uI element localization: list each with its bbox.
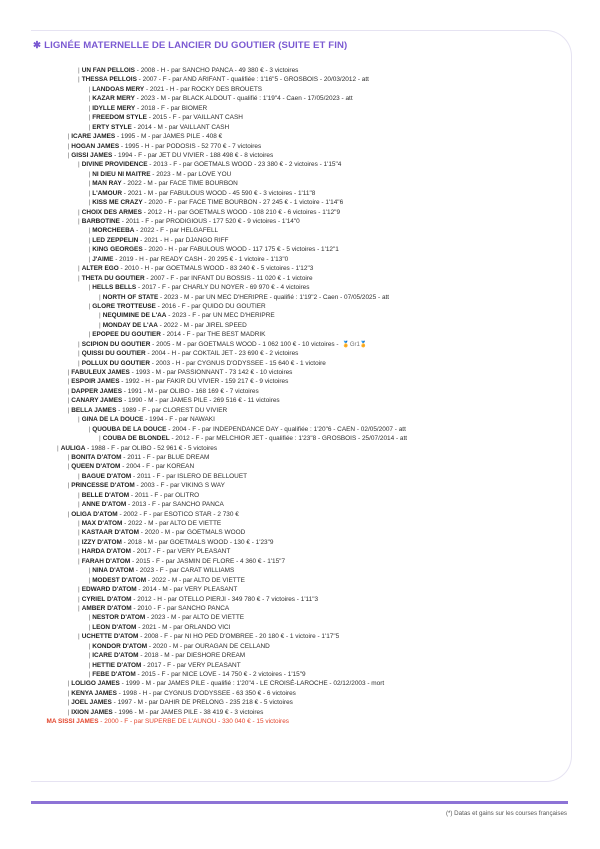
horse-details: - 2022 - M - par ALTO DE VIETTE <box>146 576 245 584</box>
horse-details: - 2004 - F - par KOREAN <box>120 463 195 471</box>
horse-name: NEQUIMINE DE L'AA <box>102 312 167 320</box>
tree-line: | <box>78 76 80 84</box>
tree-line: | <box>67 689 70 697</box>
tree-line: | <box>78 208 80 216</box>
horse-name: L'AMOUR <box>92 189 122 197</box>
tree-line: | <box>78 529 80 537</box>
pedigree-row <box>30 123 570 132</box>
horse-details: - 2020 - M - par OURAGAN DE CELLAND <box>147 642 270 650</box>
horse-name: THETA DU GOUTIER <box>81 274 145 282</box>
pedigree-row <box>30 255 570 264</box>
pedigree-row <box>30 368 570 377</box>
tree-line: | <box>78 472 80 480</box>
tree-line: | <box>88 284 91 292</box>
pedigree-row <box>30 293 570 302</box>
horse-name: NI DIEU NI MAITRE <box>92 170 151 178</box>
horse-name: UCHETTE D'ATOM <box>81 633 139 641</box>
horse-name: KASTAAR D'ATOM <box>81 529 140 537</box>
pedigree-row <box>30 66 570 75</box>
horse-details: - 2004 - F - par INDEPENDANCE DAY - qualifiée : 1'20"6 - CAEN - 02/05/2007 - att <box>166 425 406 433</box>
tree-line: | <box>78 218 80 225</box>
horse-name: AULIGA <box>60 444 86 452</box>
horse-details: - 2014 - F - par THE BEST MADRIK <box>160 331 266 339</box>
pedigree-row <box>30 245 570 254</box>
horse-details: - 2020 - M - par GOETMALS WOOD <box>139 529 246 537</box>
pedigree-row <box>30 642 570 651</box>
horse-details: - 2008 - F - par NI HO PED D'OMBREE - 20 180 € - 1 victoire - 1'17"5 <box>138 633 340 641</box>
horse-name: HETTIE D'ATOM <box>92 661 142 669</box>
horse-name: LEON D'ATOM <box>92 623 137 631</box>
horse-details: - 2003 - F - par VIKING S WAY <box>134 482 225 490</box>
horse-name: LANDOAS MERY <box>92 85 145 93</box>
tree-line: | <box>78 416 80 424</box>
horse-name: COUBA DE BLONDEL <box>102 435 170 443</box>
horse-details: - 2023 - F - par UN MEC D'HERIPRE <box>166 312 275 320</box>
horse-name: CANARY JAMES <box>71 397 123 405</box>
tree-line: | <box>88 170 91 178</box>
pedigree-row <box>30 340 570 349</box>
horse-name: PRINCESSE D'ATOM <box>71 482 135 490</box>
tree-line: | <box>67 378 70 386</box>
tree-line: | <box>67 133 70 141</box>
tree-line: | <box>88 331 91 339</box>
pedigree-row <box>30 311 570 320</box>
pedigree-row <box>30 387 570 396</box>
horse-details: - 2023 - M - par UN MEC D'HERIPRE - qualifié : 1'19"2 - Caen - 07/05/2025 - att <box>158 293 390 301</box>
horse-name: MONDAY DE L'AA <box>102 321 158 329</box>
tree-line: | <box>88 85 91 93</box>
tree-line: | <box>67 510 70 518</box>
horse-details: - 2012 - H - par GOETMALS WOOD - 108 210 € - 6 victoires - 1'12"9 <box>141 208 341 216</box>
horse-details: - 2015 - F - par VAILLANT CASH <box>146 114 243 122</box>
horse-name: ICARE JAMES <box>71 133 116 141</box>
horse-details: - 1997 - M - par DAHIR DE PRELONG - 235 218 € - 5 victoires <box>111 699 293 707</box>
horse-details: - 2014 - M - par VAILLANT CASH <box>131 123 230 131</box>
horse-name: EDWARD D'ATOM <box>81 586 137 594</box>
tree-line: | <box>57 444 59 452</box>
horse-name: IDYLLE MERY <box>92 104 136 112</box>
pedigree-list <box>30 66 570 727</box>
tree-line: | <box>88 104 91 112</box>
pedigree-row <box>30 528 570 537</box>
horse-details: - 1999 - M - par JAMES PILE - qualifié : 1'20"4 - LE CROISÉ-LAROCHE - 02/12/2003 - mort <box>119 680 385 688</box>
horse-name: EPOPEE DU GOUTIER <box>92 331 161 339</box>
horse-details: - 2021 - M - par FABULOUS WOOD - 45 590 € - 3 victoires - 1'11"8 <box>121 189 316 197</box>
horse-details: - 2022 - M - par FACE TIME BOURBON <box>121 180 238 188</box>
pedigree-row <box>30 547 570 556</box>
horse-name: QUISSI DU GOUTIER <box>81 350 146 358</box>
tree-line: | <box>88 227 91 235</box>
horse-details: - 2022 - F - par HELGAFELL <box>134 227 219 235</box>
pedigree-row <box>30 142 570 151</box>
asterisk-icon: ✱ <box>33 40 42 51</box>
horse-details: - 2018 - M - par GOETMALS WOOD - 130 € - 1'23"9 <box>121 538 274 546</box>
pedigree-row <box>30 519 570 528</box>
horse-name: QUOUBA DE LA DOUCE <box>92 425 167 433</box>
tree-line: | <box>88 95 91 103</box>
horse-details: - 2023 - M - par LOVE YOU <box>150 170 232 178</box>
pedigree-row <box>30 283 570 292</box>
tree-line: | <box>99 321 101 329</box>
horse-name: BAGUE D'ATOM <box>81 472 132 480</box>
tree-line: | <box>78 595 80 603</box>
horse-details: - 1992 - H - par FAKIR DU VIVIER - 159 217 € - 9 victoires <box>119 378 289 386</box>
horse-details: - 2023 - M - par BLACK ALDOUT - qualifié : 1'19"4 - Caen - 17/05/2023 - att <box>134 95 353 103</box>
pedigree-row <box>30 132 570 141</box>
pedigree-row <box>30 698 570 707</box>
horse-name: GISSI JAMES <box>71 151 113 159</box>
tree-line: | <box>67 463 70 471</box>
horse-details: - 2012 - F - par MELCHIOR JET - qualifiée : 1'23"8 - GROSBOIS - 25/07/2014 - att <box>169 435 408 443</box>
tree-line: | <box>78 520 80 527</box>
tree-line: | <box>88 623 91 631</box>
horse-name: KING GEORGES <box>92 246 143 254</box>
pedigree-row <box>30 538 570 547</box>
horse-name: ERTY STYLE <box>92 123 132 131</box>
horse-name: GLORE TROTTEUSE <box>92 302 156 310</box>
pedigree-row <box>30 226 570 235</box>
pedigree-row <box>30 566 570 575</box>
pedigree-row <box>30 217 570 226</box>
pedigree-row <box>30 359 570 368</box>
tree-line: | <box>88 236 91 244</box>
tree-line: | <box>88 671 91 678</box>
horse-details: - 2018 - M - par DIESHORE DREAM <box>138 652 246 660</box>
tree-line: | <box>67 680 70 688</box>
horse-details: - 1990 - M - par JAMES PILE - 269 516 € - 11 victoires <box>122 397 280 405</box>
horse-name: KONDOR D'ATOM <box>92 642 148 650</box>
horse-name: NORTH OF STATE <box>102 293 159 301</box>
horse-name: QUEEN D'ATOM <box>71 463 121 471</box>
horse-details: - 2005 - M - par GOETMALS WOOD - 1 062 100 € - 10 victoires - <box>150 340 341 348</box>
tree-line: | <box>78 161 80 169</box>
pedigree-row <box>30 406 570 415</box>
pedigree-row <box>30 481 570 490</box>
horse-details: - 2013 - F - par SANCHO PANCA <box>126 501 224 509</box>
pedigree-row <box>30 85 570 94</box>
horse-details: - 1996 - M - par JAMES PILE - 38 419 € - 3 victoires <box>112 708 264 716</box>
horse-details: - 2007 - F - par AND ARIFANT - qualifiée : 1'16"5 - GROSBOIS - 20/03/2012 - att <box>136 76 369 84</box>
pedigree-row <box>30 330 570 339</box>
horse-details: - 1994 - F - par NAWAKI <box>143 416 215 424</box>
pedigree-row <box>30 94 570 103</box>
pedigree-row <box>30 557 570 566</box>
heading-title: LIGNÉE MATERNELLE DE LANCIER DU GOUTIER (SUITE ET FIN) <box>44 40 348 51</box>
tree-line: | <box>78 501 80 509</box>
horse-details: - 1994 - F - par JET DU VIVIER - 188 498 € - 8 victoires <box>112 151 274 159</box>
horse-details: - 2017 - F - par VERY PLEASANT <box>141 661 241 669</box>
tree-line: | <box>88 567 91 575</box>
pedigree-row <box>30 472 570 481</box>
horse-details: - 2017 - F - par VERY PLEASANT <box>131 548 231 556</box>
footnote: (*) Datas et gains sur les courses françaises <box>445 810 567 817</box>
horse-name: HELLS BELLS <box>92 284 137 292</box>
horse-details: - 2023 - F - par CARAT WILLIAMS <box>134 567 235 575</box>
horse-name: GINA DE LA DOUCE <box>81 416 144 424</box>
tree-line: | <box>88 614 91 622</box>
horse-name: OLIGA D'ATOM <box>71 510 118 518</box>
horse-details: - 1989 - F - par CLOREST DU VIVIER <box>116 406 228 414</box>
pedigree-row <box>30 321 570 330</box>
pedigree-row <box>30 585 570 594</box>
tree-line: | <box>78 586 80 594</box>
horse-details: - 2007 - F - par INFANT DU BOSSIS - 11 020 € - 1 victoire <box>144 274 313 282</box>
tree-line: | <box>88 661 91 669</box>
horse-details: - 2023 - M - par ALTO DE VIETTE <box>145 614 245 622</box>
tree-line: | <box>67 142 70 150</box>
pedigree-row <box>30 396 570 405</box>
pedigree-row <box>30 189 570 198</box>
pedigree-row <box>30 236 570 245</box>
pedigree-row <box>30 179 570 188</box>
horse-name: MODEST D'ATOM <box>92 576 147 584</box>
horse-name: BONITA D'ATOM <box>71 453 122 461</box>
horse-details: - 1998 - H - par CYGNUS D'ODYSSEE - 63 350 € - 6 victoires <box>116 689 296 697</box>
tree-line: | <box>78 265 80 273</box>
tree-line: | <box>88 246 91 254</box>
horse-name: ICARE D'ATOM <box>92 652 139 660</box>
horse-details: - 2011 - F - par ISLERO DE BELLOUET <box>131 472 248 480</box>
horse-name: THESSA PELLOIS <box>81 76 137 84</box>
pedigree-row <box>30 160 570 169</box>
footer-rule <box>31 801 568 804</box>
tree-line: | <box>78 274 80 282</box>
pedigree-row <box>30 679 570 688</box>
horse-name: J'AIME <box>92 255 114 263</box>
horse-details: - 1995 - M - par JAMES PILE - 408 € <box>115 133 223 141</box>
pedigree-row <box>30 623 570 632</box>
tree-line: | <box>78 557 80 565</box>
pedigree-row <box>30 434 570 443</box>
horse-details: - 2021 - H - par ROCKY DES BROUETS <box>144 85 263 93</box>
horse-name: NESTOR D'ATOM <box>92 614 146 622</box>
horse-details: - 1991 - M - par OLIBO - 168 169 € - 7 victoires <box>121 387 259 395</box>
horse-details: - 2015 - F - par JASMIN DE FLORE - 4 360 € - 1'15"7 <box>130 557 286 565</box>
horse-details: - 2000 - F - par SUPERBE DE L'AUNOU - 330 040 € - 15 victoires <box>98 718 289 726</box>
horse-details: - 2012 - H - par OTELLO PIERJI - 349 780 € - 7 victoires - 1'11"3 <box>131 595 319 603</box>
horse-details: - 2014 - M - par VERY PLEASANT <box>136 586 238 594</box>
horse-name: HARDA D'ATOM <box>81 548 132 556</box>
tree-line: | <box>88 425 91 433</box>
pedigree-row <box>30 510 570 519</box>
horse-name: CHOIX DES ARMES <box>81 208 142 216</box>
tree-line: | <box>78 538 80 546</box>
horse-name: IZZY D'ATOM <box>81 538 122 546</box>
horse-name: AMBER D'ATOM <box>81 604 132 612</box>
horse-name: POLLUX DU GOUTIER <box>81 359 150 367</box>
horse-name: FARAH D'ATOM <box>81 557 131 565</box>
horse-details: - 2016 - F - par QUIDO DU GOUTIER <box>155 302 266 310</box>
horse-details: - 2019 - H - par READY CASH - 20 295 € - 1 victoire - 1'13"0 <box>113 255 289 263</box>
pedigree-row <box>30 170 570 179</box>
pedigree-row <box>30 613 570 622</box>
tree-line: | <box>67 151 70 159</box>
tree-line: | <box>88 199 91 207</box>
horse-details: - 2011 - F - par OLITRO <box>129 491 200 499</box>
tree-line: | <box>88 576 91 584</box>
tree-line: | <box>67 397 70 405</box>
horse-details: - 2011 - F - par BLUE DREAM <box>121 453 210 461</box>
horse-name: FABULEUX JAMES <box>71 369 130 376</box>
tree-line: | <box>88 255 91 263</box>
pedigree-row <box>30 604 570 613</box>
horse-name: ESPOIR JAMES <box>71 378 120 386</box>
pedigree-row <box>30 349 570 358</box>
horse-name: MAN RAY <box>92 180 122 188</box>
pedigree-row <box>30 491 570 500</box>
horse-name: BELLE D'ATOM <box>81 491 130 499</box>
tree-line: | <box>67 387 70 395</box>
horse-name: LOLIGO JAMES <box>71 680 120 688</box>
horse-details: - 2003 - H - par CYGNUS D'ODYSSEE - 15 640 € - 1 victoire <box>150 359 326 367</box>
pedigree-row <box>30 595 570 604</box>
horse-name: SCIPION DU GOUTIER <box>81 340 151 348</box>
horse-details: - 2010 - H - par GOETMALS WOOD - 83 240 € - 5 victoires - 1'12"3 <box>118 265 314 273</box>
horse-name: UN FAN PELLOIS <box>81 67 135 74</box>
tree-line: | <box>78 359 80 367</box>
tree-line: | <box>78 548 80 556</box>
pedigree-row <box>30 500 570 509</box>
horse-details: - 2020 - F - par FACE TIME BOURBON - 27 245 € - 1 victoire - 1'14"6 <box>142 199 344 207</box>
pedigree-row <box>30 198 570 207</box>
tree-line: | <box>78 67 80 74</box>
pedigree-row <box>30 274 570 283</box>
horse-name: LED ZEPPELIN <box>92 236 139 244</box>
horse-details: - 2021 - H - par DJANGO RIFF <box>138 236 229 244</box>
tree-line: | <box>88 642 91 650</box>
pedigree-row <box>30 670 570 679</box>
tree-line: | <box>88 114 91 122</box>
horse-name: ANNE D'ATOM <box>81 501 127 509</box>
horse-details: - 2022 - M - par ALTO DE VIETTE <box>122 520 222 527</box>
pedigree-row <box>30 462 570 471</box>
page-heading <box>33 40 573 51</box>
horse-name: KAZAR MERY <box>92 95 135 103</box>
tree-line: | <box>78 633 80 641</box>
tree-line: | <box>99 435 101 443</box>
pedigree-row <box>30 708 570 717</box>
horse-name: NINA D'ATOM <box>92 567 135 575</box>
tree-line: | <box>67 406 70 414</box>
tree-line: | <box>78 350 80 358</box>
horse-details: - 2017 - F - par CHARLY DU NOYER - 69 970 € - 4 victoires <box>136 284 310 292</box>
tree-line: | <box>78 340 80 348</box>
horse-details: - 1995 - H - par PODOSIS - 52 770 € - 7 victoires <box>119 142 262 150</box>
horse-name: FEBE D'ATOM <box>92 671 136 678</box>
horse-name: ALTER EGO <box>81 265 119 273</box>
horse-name: HOGAN JAMES <box>71 142 120 150</box>
tree-line: | <box>78 604 80 612</box>
tree-line: | <box>88 189 91 197</box>
tree-line: | <box>67 482 70 490</box>
horse-name: IXION JAMES <box>71 708 113 716</box>
horse-details: - 2020 - H - par FABULOUS WOOD - 117 175 € - 5 victoires - 1'12"1 <box>142 246 339 254</box>
horse-details: - 2010 - F - par SANCHO PANCA <box>131 604 230 612</box>
tree-line: | <box>67 708 70 716</box>
tree-line: | <box>99 312 101 320</box>
horse-details: - 2022 - M - par JIREL SPEED <box>157 321 247 329</box>
tree-line: | <box>99 293 101 301</box>
horse-name: JOEL JAMES <box>71 699 112 707</box>
pedigree-row <box>30 444 570 453</box>
horse-details: - 2021 - M - par ORLANDO VICI <box>136 623 231 631</box>
tree-line: | <box>78 491 80 499</box>
tree-line: | <box>88 302 91 310</box>
pedigree-row <box>30 453 570 462</box>
group-medal-icon: 🏅Gr1🏅 <box>342 341 368 348</box>
horse-details: - 2002 - F - par ESOTICO STAR - 2 730 € <box>117 510 239 518</box>
pedigree-row <box>30 717 570 726</box>
horse-name: CYRIEL D'ATOM <box>81 595 132 603</box>
horse-details: - 2013 - F - par GOETMALS WOOD - 23 380 € - 2 victoires - 1'15"4 <box>147 161 342 169</box>
pedigree-row <box>30 75 570 84</box>
pedigree-row <box>30 113 570 122</box>
horse-name: KISS ME CRAZY <box>92 199 143 207</box>
horse-name: DAPPER JAMES <box>71 387 122 395</box>
pedigree-row <box>30 151 570 160</box>
horse-name: DIVINE PROVIDENCE <box>81 161 148 169</box>
pedigree-row <box>30 104 570 113</box>
pedigree-row <box>30 302 570 311</box>
pedigree-row <box>30 415 570 424</box>
horse-name: KENYA JAMES <box>71 689 117 697</box>
pedigree-row <box>30 651 570 660</box>
horse-details: - 2004 - H - par COKTAIL JET - 23 690 € - 2 victoires <box>145 350 299 358</box>
horse-name: BELLA JAMES <box>71 406 117 414</box>
horse-name: FREEDOM STYLE <box>92 114 147 122</box>
pedigree-row <box>30 208 570 217</box>
tree-line: | <box>67 453 70 461</box>
tree-line: | <box>67 369 70 376</box>
tree-line: | <box>88 123 91 131</box>
pedigree-row <box>30 576 570 585</box>
horse-name: MA SISSI JAMES <box>46 718 99 726</box>
horse-details: - 2015 - F - par NICE LOVE - 14 750 € - 2 victoires - 1'15"9 <box>135 671 306 678</box>
horse-details: - 1993 - M - par PASSIONNANT - 73 142 € - 10 victoires <box>129 369 293 376</box>
pedigree-row <box>30 425 570 434</box>
horse-name: BARBOTINE <box>81 218 120 225</box>
pedigree-row <box>30 689 570 698</box>
horse-details: - 2011 - F - par PRODIGIOUS - 177 520 € - 9 victoires - 1'14"0 <box>119 218 300 225</box>
tree-line: | <box>88 652 91 660</box>
horse-name: MAX D'ATOM <box>81 520 123 527</box>
pedigree-row <box>30 661 570 670</box>
horse-details: - 2018 - F - par BIOMER <box>135 104 208 112</box>
pedigree-row <box>30 632 570 641</box>
tree-line: | <box>88 180 91 188</box>
horse-details: - 2008 - H - par SANCHO PANCA - 49 380 € - 3 victoires <box>134 67 299 74</box>
pedigree-row <box>30 377 570 386</box>
horse-name: MORCHEEBA <box>92 227 135 235</box>
pedigree-row <box>30 264 570 273</box>
tree-line: | <box>67 699 70 707</box>
horse-details: - 1988 - F - par OLIBO - 52 961 € - 5 victoires <box>85 444 218 452</box>
